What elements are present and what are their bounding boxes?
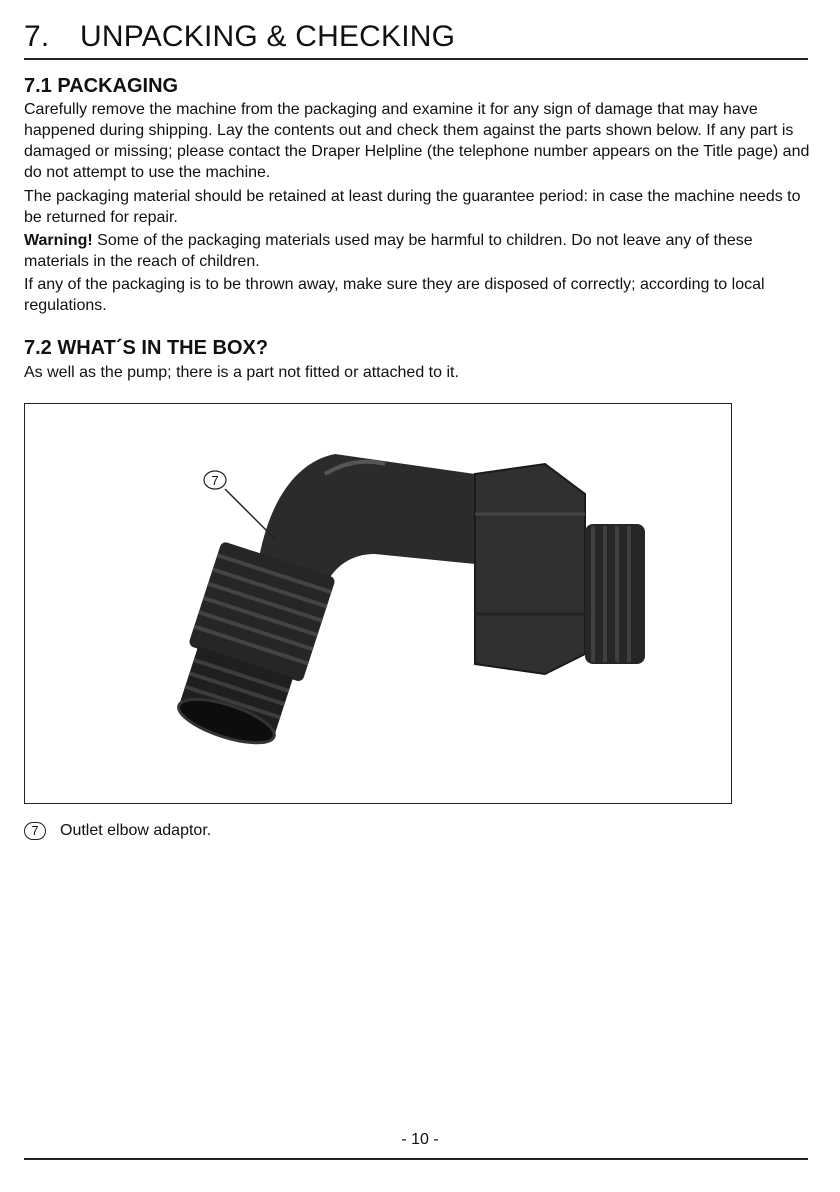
warning-paragraph <box>24 230 814 272</box>
packaging-paragraph-1: Carefully remove the machine from the packaging and examine it for any sign of damage that may have happened during shipping. Lay the contents out and check them against the parts shown below. If any part is damaged or missing; please contact the Draper Helpline (the telephone number appears on the Title page) and do not attempt to use the machine. <box>24 101 810 181</box>
chapter-number: 7. <box>24 20 50 53</box>
hex-nut <box>475 464 585 674</box>
page-number: - 10 - <box>401 1131 439 1148</box>
chapter-title <box>24 20 808 60</box>
footer-rule <box>24 1158 808 1160</box>
box-intro: As well as the pump; there is a part not fitted or attached to it. <box>24 364 459 381</box>
section-heading-whats-in-box: 7.2 WHAT´S IN THE BOX? <box>24 337 269 359</box>
section-heading-packaging: 7.1 PACKAGING <box>24 75 179 97</box>
caption-number: 7 <box>24 822 46 840</box>
packaging-paragraph-4: If any of the packaging is to be thrown away, make sure they are disposed of correctly; according to local regulations. <box>24 276 765 314</box>
elbow-adaptor-illustration <box>25 404 733 805</box>
callout-leader <box>225 489 275 539</box>
caption-text: Outlet elbow adaptor. <box>60 822 212 839</box>
hose-barb <box>164 541 336 755</box>
chapter-title-text: UNPACKING & CHECKING <box>80 20 456 53</box>
callout-number: 7 <box>211 473 219 488</box>
warning-label: Warning! <box>24 232 93 249</box>
packaging-paragraph-2: The packaging material should be retained at least during the guarantee period: in case the machine needs to be returned for repair. <box>24 188 801 226</box>
figure-frame <box>24 403 732 804</box>
figure-caption <box>24 820 211 841</box>
warning-text: Some of the packaging materials used may be harmful to children. Do not leave any of these materials in the reach of children. <box>24 232 753 270</box>
